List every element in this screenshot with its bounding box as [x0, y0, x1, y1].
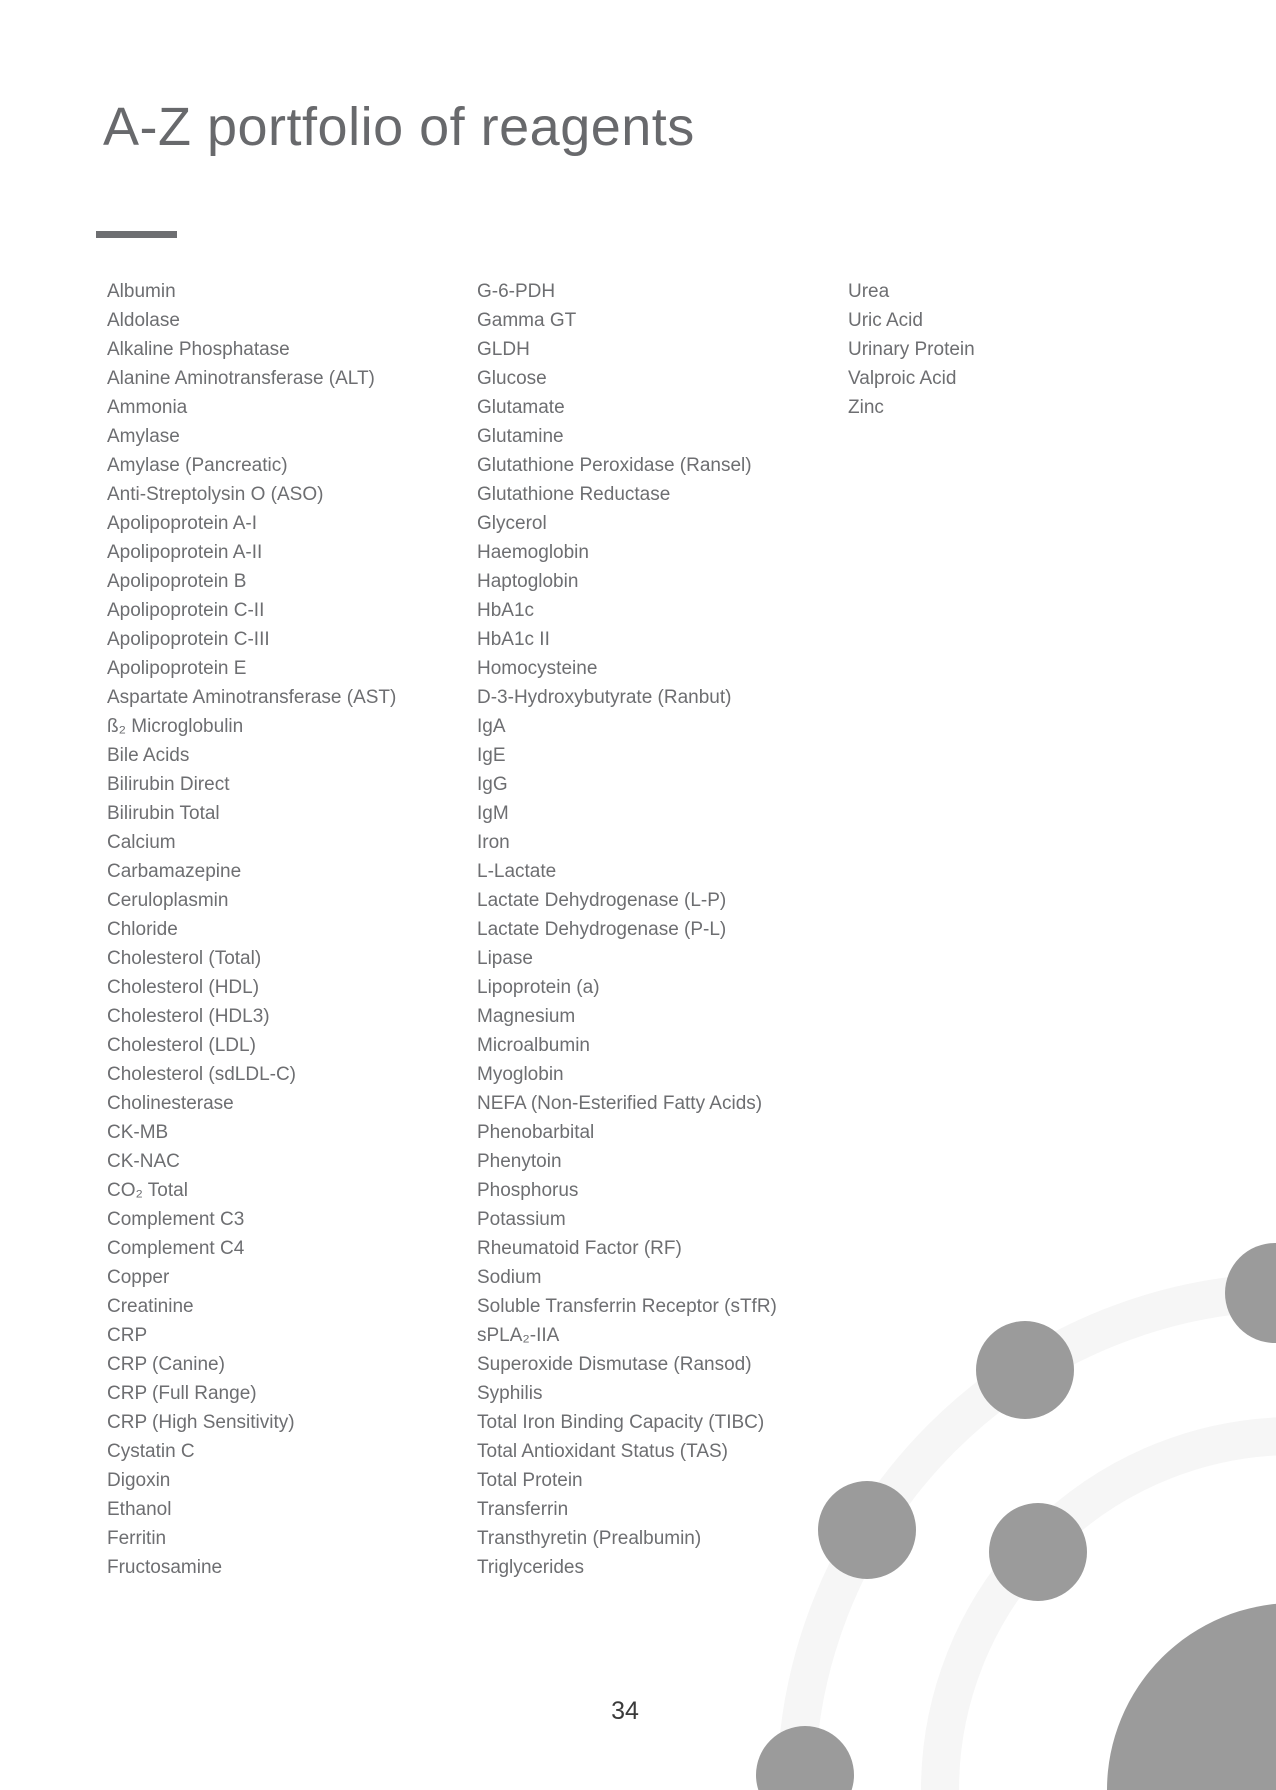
reagent-item: IgA — [477, 716, 506, 737]
page-number: 34 — [611, 1697, 639, 1725]
reagent-item: Creatinine — [107, 1296, 194, 1317]
reagent-item: Phenytoin — [477, 1151, 562, 1172]
reagent-item: Phenobarbital — [477, 1122, 595, 1143]
reagent-item: Bilirubin Total — [107, 803, 220, 824]
decorative-circle — [976, 1321, 1074, 1419]
reagent-item: Total Antioxidant Status (TAS) — [477, 1441, 728, 1462]
reagent-item: Ethanol — [107, 1499, 172, 1520]
reagent-item: Complement C3 — [107, 1209, 245, 1230]
reagent-item: Uric Acid — [848, 310, 923, 331]
reagent-item: Aspartate Aminotransferase (AST) — [107, 687, 397, 708]
reagent-item: G-6-PDH — [477, 281, 556, 302]
reagent-item: Cholesterol (LDL) — [107, 1035, 256, 1056]
decorative-circle — [989, 1503, 1087, 1601]
reagent-item: Apolipoprotein E — [107, 658, 247, 679]
reagent-item: Apolipoprotein C-III — [107, 629, 270, 650]
reagent-item: ß₂ Microglobulin — [107, 716, 244, 737]
reagent-item: Lactate Dehydrogenase (P-L) — [477, 919, 727, 940]
reagent-item: Cholinesterase — [107, 1093, 234, 1114]
reagent-item: Glutamine — [477, 426, 564, 447]
reagent-item: Cholesterol (sdLDL-C) — [107, 1064, 297, 1085]
reagent-item: D-3-Hydroxybutyrate (Ranbut) — [477, 687, 732, 708]
reagent-item: Sodium — [477, 1267, 542, 1288]
reagent-item: Calcium — [107, 832, 176, 853]
reagent-item: Ammonia — [107, 397, 188, 418]
reagent-item: Syphilis — [477, 1383, 543, 1404]
reagent-item: Aldolase — [107, 310, 180, 331]
reagent-item: CRP (High Sensitivity) — [107, 1412, 295, 1433]
reagent-item: IgM — [477, 803, 509, 824]
title-divider — [96, 231, 177, 238]
reagent-item: Cholesterol (Total) — [107, 948, 262, 969]
reagent-item: Urea — [848, 281, 890, 302]
reagent-item: IgE — [477, 745, 506, 766]
reagent-item: Apolipoprotein C-II — [107, 600, 265, 621]
reagent-item: Lipoprotein (a) — [477, 977, 600, 998]
reagent-item: Ferritin — [107, 1528, 167, 1549]
reagent-column-2 — [477, 277, 842, 1582]
reagent-item: Triglycerides — [477, 1557, 584, 1578]
reagent-item: Magnesium — [477, 1006, 576, 1027]
decorative-circle — [756, 1726, 854, 1790]
reagent-item: sPLA₂-IIA — [477, 1325, 560, 1346]
reagent-item: CK-NAC — [107, 1151, 180, 1172]
reagent-item: HbA1c II — [477, 629, 550, 650]
reagent-item: Apolipoprotein B — [107, 571, 247, 592]
reagent-item: Anti-Streptolysin O (ASO) — [107, 484, 324, 505]
reagent-item: HbA1c — [477, 600, 535, 621]
reagent-item: CO₂ Total — [107, 1180, 188, 1201]
reagent-item: Ceruloplasmin — [107, 890, 229, 911]
reagent-item: Cystatin C — [107, 1441, 195, 1462]
page-title: A-Z portfolio of reagents — [103, 97, 695, 157]
reagent-item: Apolipoprotein A-II — [107, 542, 263, 563]
reagent-item: Superoxide Dismutase (Ransod) — [477, 1354, 752, 1375]
reagent-item: Total Iron Binding Capacity (TIBC) — [477, 1412, 765, 1433]
decorative-circle-large — [1107, 1603, 1276, 1790]
reagent-item: Haemoglobin — [477, 542, 589, 563]
reagent-item: Lactate Dehydrogenase (L-P) — [477, 890, 727, 911]
reagent-item: Amylase (Pancreatic) — [107, 455, 288, 476]
reagent-item: CK-MB — [107, 1122, 169, 1143]
reagent-item: Total Protein — [477, 1470, 583, 1491]
reagent-item: CRP (Full Range) — [107, 1383, 257, 1404]
reagent-item: Glycerol — [477, 513, 547, 534]
reagent-item: Alanine Aminotransferase (ALT) — [107, 368, 375, 389]
reagent-item: Lipase — [477, 948, 533, 969]
decorative-circle — [1225, 1243, 1276, 1343]
reagent-item: NEFA (Non-Esterified Fatty Acids) — [477, 1093, 763, 1114]
reagent-item: Cholesterol (HDL) — [107, 977, 260, 998]
reagent-item: Valproic Acid — [848, 368, 957, 389]
reagent-column-3 — [848, 277, 1178, 422]
reagent-item: Myoglobin — [477, 1064, 564, 1085]
reagent-item: Glucose — [477, 368, 547, 389]
reagent-item: Homocysteine — [477, 658, 598, 679]
reagent-item: Complement C4 — [107, 1238, 245, 1259]
reagent-item: CRP (Canine) — [107, 1354, 225, 1375]
reagent-item: Potassium — [477, 1209, 566, 1230]
reagent-item: Bile Acids — [107, 745, 190, 766]
reagent-item: Carbamazepine — [107, 861, 242, 882]
reagent-item: Phosphorus — [477, 1180, 579, 1201]
reagent-item: Transferrin — [477, 1499, 569, 1520]
reagent-item: Glutathione Reductase — [477, 484, 671, 505]
reagent-item: Albumin — [107, 281, 176, 302]
reagent-item: CRP — [107, 1325, 148, 1346]
reagent-item: Microalbumin — [477, 1035, 590, 1056]
reagent-item: Transthyretin (Prealbumin) — [477, 1528, 702, 1549]
reagent-item: Urinary Protein — [848, 339, 975, 360]
reagent-item: Digoxin — [107, 1470, 171, 1491]
reagent-item: Glutathione Peroxidase (Ransel) — [477, 455, 752, 476]
reagent-item: Haptoglobin — [477, 571, 579, 592]
reagent-item: Glutamate — [477, 397, 565, 418]
reagent-item: Soluble Transferrin Receptor (sTfR) — [477, 1296, 777, 1317]
reagent-item: Cholesterol (HDL3) — [107, 1006, 270, 1027]
reagent-item: Alkaline Phosphatase — [107, 339, 290, 360]
reagent-column-1 — [107, 277, 467, 1582]
reagent-item: Bilirubin Direct — [107, 774, 230, 795]
reagent-item: Gamma GT — [477, 310, 577, 331]
reagent-item: Chloride — [107, 919, 178, 940]
reagent-item: Amylase — [107, 426, 180, 447]
reagent-item: IgG — [477, 774, 508, 795]
reagent-item: Apolipoprotein A-I — [107, 513, 257, 534]
reagent-item: Copper — [107, 1267, 170, 1288]
reagent-item: Zinc — [848, 397, 884, 418]
reagent-item: Rheumatoid Factor (RF) — [477, 1238, 682, 1259]
reagent-item: L-Lactate — [477, 861, 557, 882]
reagent-item: Iron — [477, 832, 510, 853]
reagent-item: GLDH — [477, 339, 530, 360]
reagent-item: Fructosamine — [107, 1557, 223, 1578]
